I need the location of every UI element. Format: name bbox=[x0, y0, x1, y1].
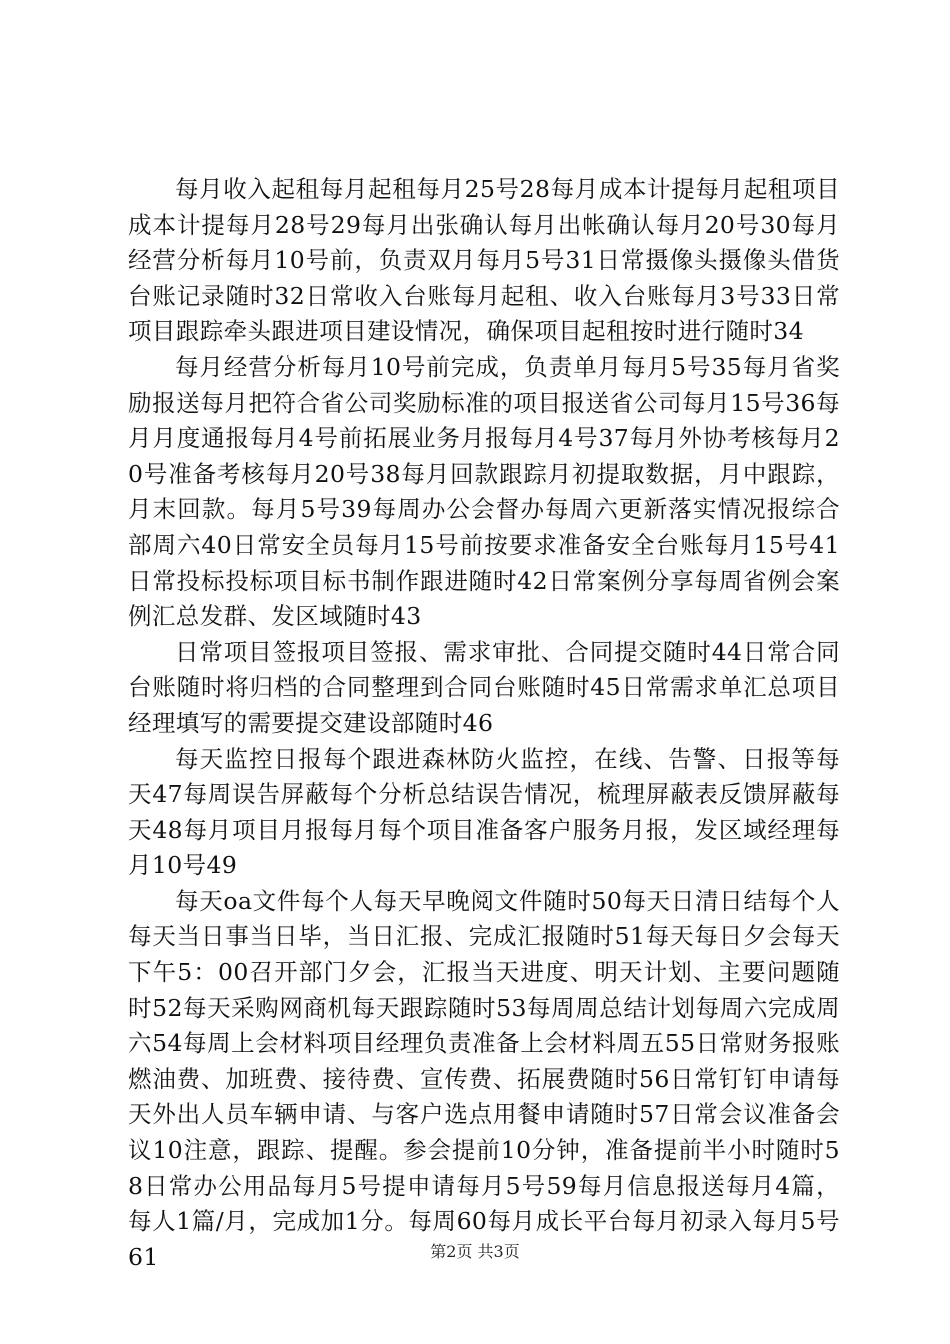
paragraph-4: 每天监控日报每个跟进森林防火监控，在线、告警、日报等每天47每周误告屏蔽每个分析总结误告情况，梳理屏蔽表反馈屏蔽每天48每月项目月报每月每个项目准备客户服务月报，发区域经理每月10号49 bbox=[128, 744, 840, 880]
document-body bbox=[128, 172, 840, 1275]
paragraph-1: 每月收入起租每月起租每月25号28每月成本计提每月起租项目成本计提每月28号29每月出张确认每月出帐确认每月20号30每月经营分析每月10号前，负责双月每月5号31日常摄像头摄像头借货台账记录随时32日常收入台账每月起租、收入台账每月3号33日常项目跟踪牵头跟进项目建设情况，确保项目起租按时进行随时34 bbox=[128, 175, 840, 346]
paragraph-2: 每月经营分析每月10号前完成，负责单月每月5号35每月省奖励报送每月把符合省公司奖励标准的项目报送省公司每月15号36每月月度通报每月4号前拓展业务月报每月4号37每月外协考核每月20号准备考核每月20号38每月回款跟踪月初提取数据，月中跟踪，月末回款。每月5号39每周办公会督办每周六更新落实情况报综合部周六40日常安全员每月15号前按要求准备安全台账每月15号41日常投标投标项目标书制作跟进随时42日常案例分享每周省例会案例汇总发群、发区域随时43 bbox=[128, 352, 840, 631]
page-footer: 第2页 共3页 bbox=[430, 1242, 520, 1261]
paragraph-5: 每天oa文件每个人每天早晚阅文件随时50每天日清日结每个人每天当日事当日毕，当日汇报、完成汇报随时51每天每日夕会每天下午5：00召开部门夕会，汇报当天进度、明天计划、主要问题随时52每天采购网商机每天跟踪随时53每周周总结计划每周六完成周六54每周上会材料项目经理负责准备上会材料周五55日常财务报账燃油费、加班费、接待费、宣传费、拓展费随时56日常钉钉申请每天外出人员车辆申请、与客户选点用餐申请随时57日常会议准备会议10注意，跟踪、提醒。参会提前10分钟，准备提前半小时随时58日常办公用品每月5号提申请每月5号59每月信息报送每月4篇，每人1篇/月，完成加1分。每周60每月成长平台每月初录入每月5号61 bbox=[128, 886, 840, 1271]
paragraph-3: 日常项目签报项目签报、需求审批、合同提交随时44日常合同台账随时将归档的合同整理到合同台账随时45日常需求单汇总项目经理填写的需要提交建设部随时46 bbox=[128, 637, 840, 737]
